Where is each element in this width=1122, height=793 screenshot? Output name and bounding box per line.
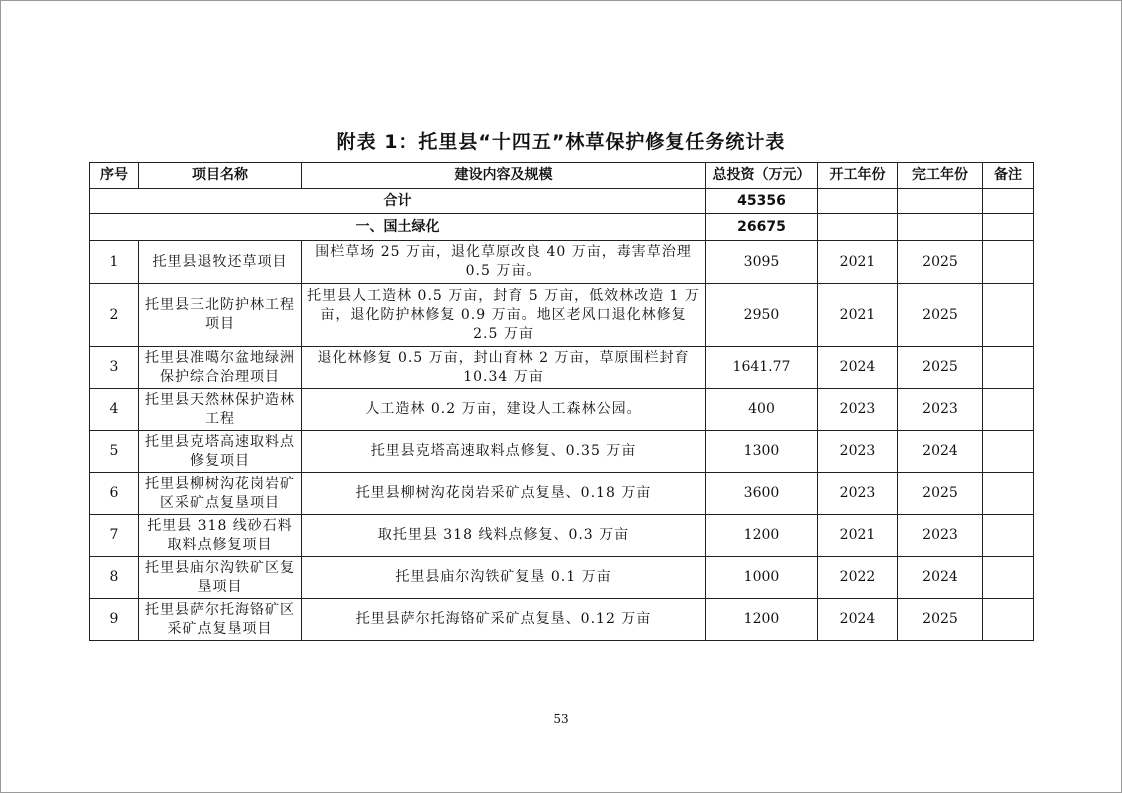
row-content: 托里县庙尔沟铁矿复垦 0.1 万亩 — [302, 557, 706, 599]
row-end-year: 2025 — [898, 284, 983, 347]
total-amount: 45356 — [706, 189, 818, 214]
empty-cell — [898, 189, 983, 214]
row-content: 托里县人工造林 0.5 万亩，封育 5 万亩，低效林改造 1 万亩，退化防护林修复 0.9 万亩。地区老风口退化林修复 2.5 万亩 — [302, 284, 706, 347]
row-note — [983, 557, 1034, 599]
row-end-year: 2024 — [898, 431, 983, 473]
empty-cell — [898, 214, 983, 241]
table-row — [90, 284, 1034, 347]
table-row — [90, 557, 1034, 599]
row-note — [983, 389, 1034, 431]
total-row — [90, 189, 1034, 214]
row-start-year: 2023 — [818, 389, 898, 431]
table-row — [90, 347, 1034, 389]
row-start-year: 2021 — [818, 284, 898, 347]
row-note — [983, 515, 1034, 557]
row-start-year: 2024 — [818, 347, 898, 389]
row-name: 托里县萨尔托海铬矿区采矿点复垦项目 — [139, 599, 302, 641]
row-amount: 1200 — [706, 515, 818, 557]
row-end-year: 2023 — [898, 515, 983, 557]
row-end-year: 2025 — [898, 347, 983, 389]
row-no: 3 — [90, 347, 139, 389]
empty-cell — [818, 214, 898, 241]
page-number: 53 — [553, 712, 569, 726]
row-content: 围栏草场 25 万亩，退化草原改良 40 万亩，毒害草治理 0.5 万亩。 — [302, 241, 706, 284]
row-amount: 1641.77 — [706, 347, 818, 389]
row-content: 托里县萨尔托海铬矿采矿点复垦、0.12 万亩 — [302, 599, 706, 641]
row-note — [983, 347, 1034, 389]
row-amount: 3095 — [706, 241, 818, 284]
row-content: 人工造林 0.2 万亩，建设人工森林公园。 — [302, 389, 706, 431]
table-row — [90, 473, 1034, 515]
table-row — [90, 515, 1034, 557]
header-content: 建设内容及规模 — [302, 163, 706, 189]
row-note — [983, 473, 1034, 515]
header-name: 项目名称 — [139, 163, 302, 189]
row-name: 托里县准噶尔盆地绿洲保护综合治理项目 — [139, 347, 302, 389]
row-end-year: 2024 — [898, 557, 983, 599]
row-note — [983, 241, 1034, 284]
row-name: 托里县三北防护林工程项目 — [139, 284, 302, 347]
row-name: 托里县退牧还草项目 — [139, 241, 302, 284]
table-row — [90, 241, 1034, 284]
row-name: 托里县克塔高速取料点修复项目 — [139, 431, 302, 473]
total-label: 合计 — [90, 189, 706, 214]
row-amount: 1300 — [706, 431, 818, 473]
row-amount: 1000 — [706, 557, 818, 599]
row-amount: 2950 — [706, 284, 818, 347]
row-name: 托里县庙尔沟铁矿区复垦项目 — [139, 557, 302, 599]
row-no: 6 — [90, 473, 139, 515]
row-start-year: 2023 — [818, 473, 898, 515]
row-no: 9 — [90, 599, 139, 641]
header-end: 完工年份 — [898, 163, 983, 189]
row-content: 托里县柳树沟花岗岩采矿点复垦、0.18 万亩 — [302, 473, 706, 515]
row-end-year: 2025 — [898, 599, 983, 641]
row-start-year: 2021 — [818, 515, 898, 557]
row-content: 取托里县 318 线料点修复、0.3 万亩 — [302, 515, 706, 557]
row-no: 8 — [90, 557, 139, 599]
row-name: 托里县 318 线砂石料取料点修复项目 — [139, 515, 302, 557]
row-note — [983, 284, 1034, 347]
row-content: 退化林修复 0.5 万亩，封山育林 2 万亩，草原围栏封育 10.34 万亩 — [302, 347, 706, 389]
row-name: 托里县天然林保护造林工程 — [139, 389, 302, 431]
empty-cell — [818, 189, 898, 214]
row-note — [983, 431, 1034, 473]
row-amount: 3600 — [706, 473, 818, 515]
row-no: 4 — [90, 389, 139, 431]
table-row — [90, 599, 1034, 641]
section-row — [90, 214, 1034, 241]
section-amount: 26675 — [706, 214, 818, 241]
row-end-year: 2023 — [898, 389, 983, 431]
header-no: 序号 — [90, 163, 139, 189]
row-end-year: 2025 — [898, 473, 983, 515]
empty-cell — [983, 214, 1034, 241]
row-start-year: 2024 — [818, 599, 898, 641]
row-name: 托里县柳树沟花岗岩矿区采矿点复垦项目 — [139, 473, 302, 515]
row-amount: 1200 — [706, 599, 818, 641]
header-row — [90, 163, 1034, 189]
row-note — [983, 599, 1034, 641]
row-no: 5 — [90, 431, 139, 473]
row-content: 托里县克塔高速取料点修复、0.35 万亩 — [302, 431, 706, 473]
row-no: 7 — [90, 515, 139, 557]
row-no: 2 — [90, 284, 139, 347]
statistics-table — [89, 162, 1034, 641]
row-start-year: 2021 — [818, 241, 898, 284]
header-start: 开工年份 — [818, 163, 898, 189]
row-start-year: 2022 — [818, 557, 898, 599]
table-title: 附表 1：托里县“十四五”林草保护修复任务统计表 — [336, 131, 786, 153]
table-row — [90, 431, 1034, 473]
row-end-year: 2025 — [898, 241, 983, 284]
header-amount: 总投资（万元） — [706, 163, 818, 189]
row-start-year: 2023 — [818, 431, 898, 473]
row-amount: 400 — [706, 389, 818, 431]
row-no: 1 — [90, 241, 139, 284]
table-row — [90, 389, 1034, 431]
header-note: 备注 — [983, 163, 1034, 189]
section-label: 一、国土绿化 — [90, 214, 706, 241]
empty-cell — [983, 189, 1034, 214]
